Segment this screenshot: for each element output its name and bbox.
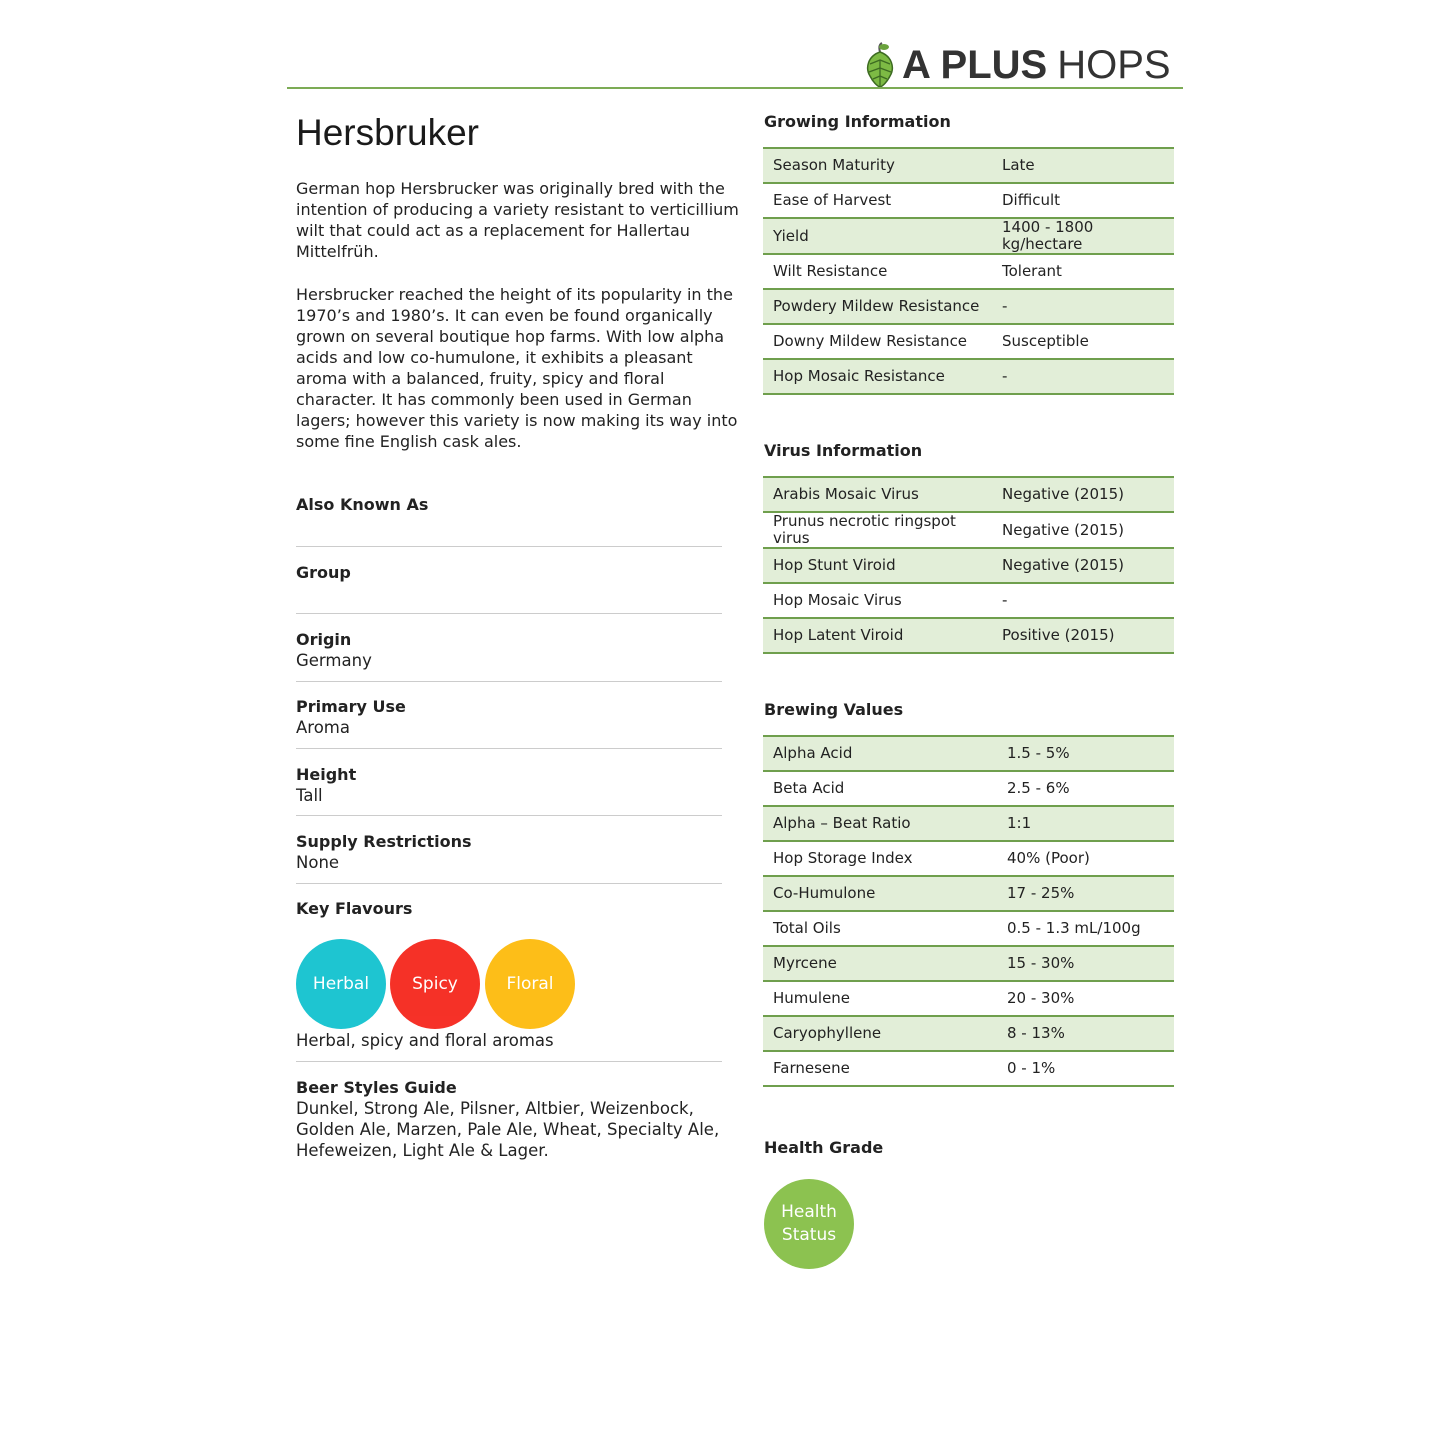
health-heading: Health Grade <box>764 1138 884 1157</box>
row-label: Yield <box>763 218 1002 254</box>
table-row <box>763 512 1174 548</box>
row-value: - <box>1002 583 1174 618</box>
table-row <box>763 1051 1174 1086</box>
flavour-summary-text: Herbal, spicy and floral aromas <box>296 1031 554 1050</box>
row-value: - <box>1002 289 1174 324</box>
supply-restrictions-section <box>296 831 722 873</box>
row-label: Season Maturity <box>763 148 1002 183</box>
key-flavours-section <box>296 898 722 919</box>
flavour-spicy-badge: Spicy <box>390 939 480 1029</box>
row-value: 0.5 - 1.3 mL/100g <box>1002 911 1174 946</box>
table-row <box>763 806 1174 841</box>
section-label: Beer Styles Guide <box>296 1078 457 1097</box>
section-value: Aroma <box>296 718 350 737</box>
row-value: 15 - 30% <box>1002 946 1174 981</box>
table-row <box>763 876 1174 911</box>
flavour-herbal-badge: Herbal <box>296 939 386 1029</box>
row-value: - <box>1002 359 1174 394</box>
row-value: 1.5 - 5% <box>1002 736 1174 771</box>
divider <box>296 748 722 749</box>
row-label: Powdery Mildew Resistance <box>763 289 1002 324</box>
growing-table <box>763 147 1174 395</box>
row-label: Farnesene <box>763 1051 1002 1086</box>
flavour-floral-badge: Floral <box>485 939 575 1029</box>
table-row <box>763 254 1174 289</box>
row-label: Co-Humulone <box>763 876 1002 911</box>
table-row <box>763 324 1174 359</box>
row-label: Hop Stunt Viroid <box>763 548 1002 583</box>
row-label: Alpha – Beat Ratio <box>763 806 1002 841</box>
row-label: Hop Storage Index <box>763 841 1002 876</box>
table-row <box>763 736 1174 771</box>
section-label: Also Known As <box>296 495 429 514</box>
divider <box>296 1061 722 1062</box>
section-label: Supply Restrictions <box>296 832 472 851</box>
section-value: Tall <box>296 786 323 805</box>
brand-bold: A PLUS <box>902 42 1048 87</box>
table-row <box>763 548 1174 583</box>
section-value: None <box>296 853 340 872</box>
row-label: Caryophyllene <box>763 1016 1002 1051</box>
row-label: Hop Mosaic Virus <box>763 583 1002 618</box>
row-label: Beta Acid <box>763 771 1002 806</box>
row-value: 17 - 25% <box>1002 876 1174 911</box>
row-value: 2.5 - 6% <box>1002 771 1174 806</box>
group-section <box>296 562 722 583</box>
row-label: Alpha Acid <box>763 736 1002 771</box>
row-value: Negative (2015) <box>1002 477 1174 512</box>
row-label: Wilt Resistance <box>763 254 1002 289</box>
row-label: Myrcene <box>763 946 1002 981</box>
brand-light: HOPS <box>1057 42 1171 87</box>
divider <box>296 883 722 884</box>
page-title: Hersbruker <box>296 112 479 153</box>
table-row <box>763 618 1174 653</box>
divider <box>296 613 722 614</box>
table-row <box>763 477 1174 512</box>
row-label: Total Oils <box>763 911 1002 946</box>
flavour-summary <box>296 1030 722 1051</box>
row-value: Negative (2015) <box>1002 512 1174 548</box>
row-label: Downy Mildew Resistance <box>763 324 1002 359</box>
beer-styles-section <box>296 1077 736 1161</box>
table-row <box>763 841 1174 876</box>
height-section <box>296 764 722 806</box>
divider <box>296 815 722 816</box>
section-value: Germany <box>296 651 372 670</box>
table-row <box>763 359 1174 394</box>
primary-use-section <box>296 696 722 738</box>
row-value: 1:1 <box>1002 806 1174 841</box>
row-value: 1400 - 1800 kg/hectare <box>1002 218 1174 254</box>
row-label: Ease of Harvest <box>763 183 1002 218</box>
row-value: 20 - 30% <box>1002 981 1174 1016</box>
health-status-badge: Health Status <box>764 1179 854 1269</box>
row-value: Negative (2015) <box>1002 548 1174 583</box>
section-label: Group <box>296 563 351 582</box>
row-value: Tolerant <box>1002 254 1174 289</box>
description-paragraph: German hop Hersbrucker was originally bred with the intention of producing a variety resistant to verticillium wilt that could act as a replacement for Hallertau Mittelfrüh. <box>296 179 739 261</box>
also-known-as-section <box>296 494 722 515</box>
row-value: Difficult <box>1002 183 1174 218</box>
table-row <box>763 183 1174 218</box>
table-row <box>763 218 1174 254</box>
row-value: Positive (2015) <box>1002 618 1174 653</box>
row-label: Hop Mosaic Resistance <box>763 359 1002 394</box>
section-label: Origin <box>296 630 352 649</box>
row-label: Humulene <box>763 981 1002 1016</box>
table-row <box>763 148 1174 183</box>
table-row <box>763 911 1174 946</box>
row-value: 40% (Poor) <box>1002 841 1174 876</box>
row-label: Prunus necrotic ringspot virus <box>763 512 1002 548</box>
row-value: 0 - 1% <box>1002 1051 1174 1086</box>
section-label: Primary Use <box>296 697 406 716</box>
virus-table <box>763 476 1174 654</box>
row-value: Late <box>1002 148 1174 183</box>
table-row <box>763 946 1174 981</box>
table-row <box>763 981 1174 1016</box>
virus-heading: Virus Information <box>764 441 923 460</box>
divider <box>296 681 722 682</box>
brewing-heading: Brewing Values <box>764 700 904 719</box>
section-value: Dunkel, Strong Ale, Pilsner, Altbier, Weizenbock, Golden Ale, Marzen, Pale Ale, Wheat, Specialty Ale, Hefeweizen, Light Ale & Lager. <box>296 1099 720 1160</box>
row-label: Arabis Mosaic Virus <box>763 477 1002 512</box>
table-row <box>763 583 1174 618</box>
section-label: Height <box>296 765 357 784</box>
table-row <box>763 289 1174 324</box>
header-rule <box>287 87 1183 89</box>
row-value: 8 - 13% <box>1002 1016 1174 1051</box>
divider <box>296 546 722 547</box>
growing-heading: Growing Information <box>764 112 951 131</box>
hop-cone-icon <box>864 42 896 88</box>
section-label: Key Flavours <box>296 899 413 918</box>
brewing-table <box>763 735 1174 1087</box>
row-label: Hop Latent Viroid <box>763 618 1002 653</box>
description-paragraph: Hersbrucker reached the height of its popularity in the 1970’s and 1980’s. It can even be found organically grown on several boutique hop farms. With low alpha acids and low co-humulone, it exhibits a pleasant aroma with a balanced, fruity, spicy and floral character. It has commonly been used in German lagers; however this variety is now making its way into some fine English cask ales. <box>296 285 738 451</box>
table-row <box>763 1016 1174 1051</box>
row-value: Susceptible <box>1002 324 1174 359</box>
brand-logo <box>864 40 1171 90</box>
table-row <box>763 771 1174 806</box>
origin-section <box>296 629 722 671</box>
